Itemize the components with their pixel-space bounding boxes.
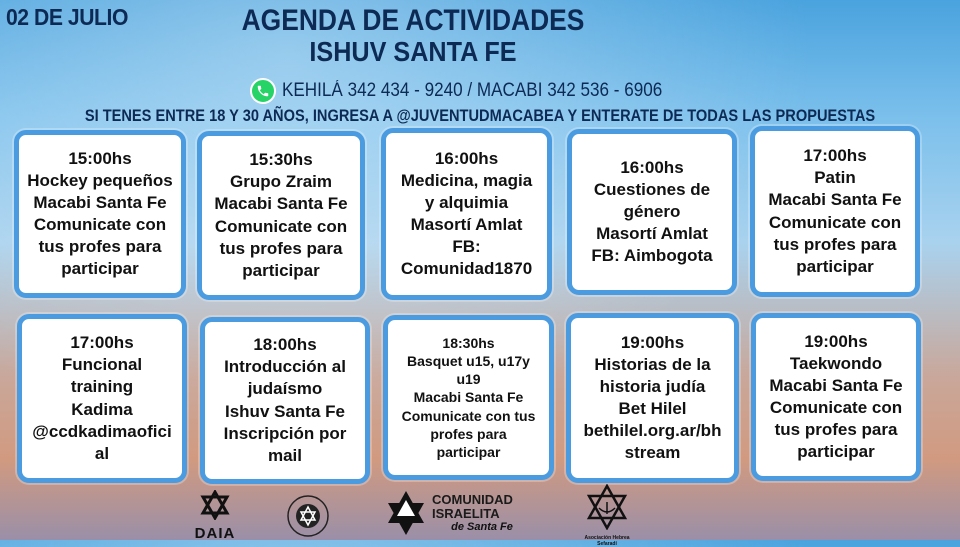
activity-line: Bet Hilel — [618, 399, 687, 418]
activity-line: stream — [624, 443, 681, 463]
activity-line: género — [623, 201, 681, 221]
activity-line: training — [70, 377, 134, 397]
activity-line: Macabi Santa Fe — [769, 375, 903, 395]
activity-line: Macabi Santa Fe — [214, 194, 348, 214]
activity-line: participar — [61, 259, 139, 279]
activity-line: FB: Aimbogota — [591, 246, 713, 266]
macabi-logo-text — [280, 490, 281, 491]
activity-card — [383, 315, 554, 480]
activity-card — [200, 317, 370, 484]
comunidad-israelita-logo — [384, 486, 513, 540]
activity-line: judaísmo — [247, 379, 323, 399]
sefaradi-logo — [582, 484, 632, 547]
activity-line: FB: — [452, 237, 481, 257]
contact-phones: KEHILÁ 342 434 - 9240 / MACABI 342 536 - 6906 — [282, 80, 663, 101]
contact-row — [250, 78, 705, 104]
activity-line: tus profes para — [774, 420, 898, 440]
menorah-star-icon — [585, 484, 629, 530]
activity-time: 15:00hs — [68, 148, 132, 168]
comunidad-line3: de Santa Fe — [451, 521, 513, 534]
activity-line: participar — [242, 260, 320, 280]
daia-logo — [188, 490, 242, 540]
star-of-david-icon — [384, 488, 428, 538]
activity-line: Funcional — [61, 355, 143, 375]
activity-line: Patin — [814, 168, 856, 188]
activity-line: Historias de la — [594, 354, 711, 374]
activity-time: 17:00hs — [70, 333, 134, 353]
macabi-logo — [280, 490, 336, 540]
activity-line: participar — [796, 256, 874, 276]
activity-card — [381, 128, 552, 300]
activity-line: Comunidad1870 — [400, 259, 533, 279]
activity-time: 16:00hs — [620, 157, 684, 177]
page-title: AGENDA DE ACTIVIDADES — [241, 4, 585, 37]
activity-line: Taekwondo — [789, 353, 883, 373]
activity-line: Ishuv Santa Fe — [225, 401, 345, 421]
activity-line: mail — [267, 445, 303, 465]
activity-line: bethilel.org.ar/bh — [583, 421, 722, 441]
activity-line: Grupo Zraim — [229, 172, 332, 192]
activity-line: Cuestiones de — [593, 179, 711, 199]
activity-line: Medicina, magia — [400, 170, 533, 190]
whatsapp-icon — [250, 78, 276, 104]
activity-card — [17, 314, 187, 483]
daia-logo-text: DAIA — [194, 525, 236, 542]
activity-line: tus profes para — [38, 237, 162, 257]
activity-time: 15:30hs — [249, 150, 313, 170]
activity-line: profes para — [430, 425, 507, 442]
activity-card — [14, 130, 186, 298]
activity-line: tus profes para — [219, 238, 343, 258]
activity-line: Comunicate con tus — [401, 407, 536, 424]
sefaradi-logo-text: Asociación Hebrea Sefaradí — [584, 535, 630, 547]
activity-line: u19 — [456, 371, 481, 388]
activity-card — [750, 126, 920, 297]
activity-line: historia judía — [599, 376, 706, 396]
activity-line: Macabi Santa Fe — [768, 190, 902, 210]
star-of-david-icon — [200, 490, 230, 520]
activity-time: 19:00hs — [620, 332, 685, 352]
activity-time: 16:00hs — [434, 148, 499, 168]
activity-line: participar — [797, 442, 875, 462]
activity-line: Comunicate con — [769, 398, 903, 417]
activity-line: @ccdkadimaofici — [32, 421, 172, 441]
activity-line: Comunicate con — [33, 215, 167, 234]
activity-line: Kadima — [71, 399, 133, 419]
date-label: 02 DE JULIO — [6, 4, 128, 30]
activity-line: tus profes para — [773, 234, 897, 254]
activity-time: 19:00hs — [804, 331, 868, 351]
activity-card — [566, 313, 739, 483]
activity-line: Masortí Amlat — [596, 224, 708, 244]
activity-card — [751, 313, 921, 481]
activity-line: Comunicate con — [214, 216, 348, 236]
activity-line: Macabi Santa Fe — [33, 192, 167, 212]
activity-line: Macabi Santa Fe — [413, 389, 524, 406]
comunidad-line2: ISRAELITA — [432, 506, 500, 521]
activity-line: Inscripción por — [223, 423, 347, 443]
activity-line: Comunicate con — [768, 212, 902, 232]
activity-time: 17:00hs — [803, 146, 867, 166]
activity-time: 18:00hs — [253, 335, 317, 355]
activity-line: participar — [436, 443, 501, 460]
info-banner: SI TENES ENTRE 18 Y 30 AÑOS, INGRESA A @JUVENTUDMACABEA Y ENTERATE DE TODAS LAS PROPUESTAS — [84, 106, 876, 125]
activity-line: Introducción al — [224, 357, 346, 377]
activity-card — [197, 131, 365, 300]
activity-time: 18:30hs — [442, 334, 495, 351]
comunidad-line1: COMUNIDAD — [432, 491, 513, 507]
page-subtitle: ISHUV SANTA FE — [309, 36, 517, 67]
activity-line: y alquimia — [424, 192, 509, 212]
activity-line: Basquet u15, u17y — [407, 353, 530, 370]
activity-line: Hockey pequeños — [27, 170, 173, 190]
activity-line: al — [94, 443, 110, 463]
activity-line: Masortí Amlat — [410, 215, 523, 234]
activity-card — [567, 129, 737, 295]
